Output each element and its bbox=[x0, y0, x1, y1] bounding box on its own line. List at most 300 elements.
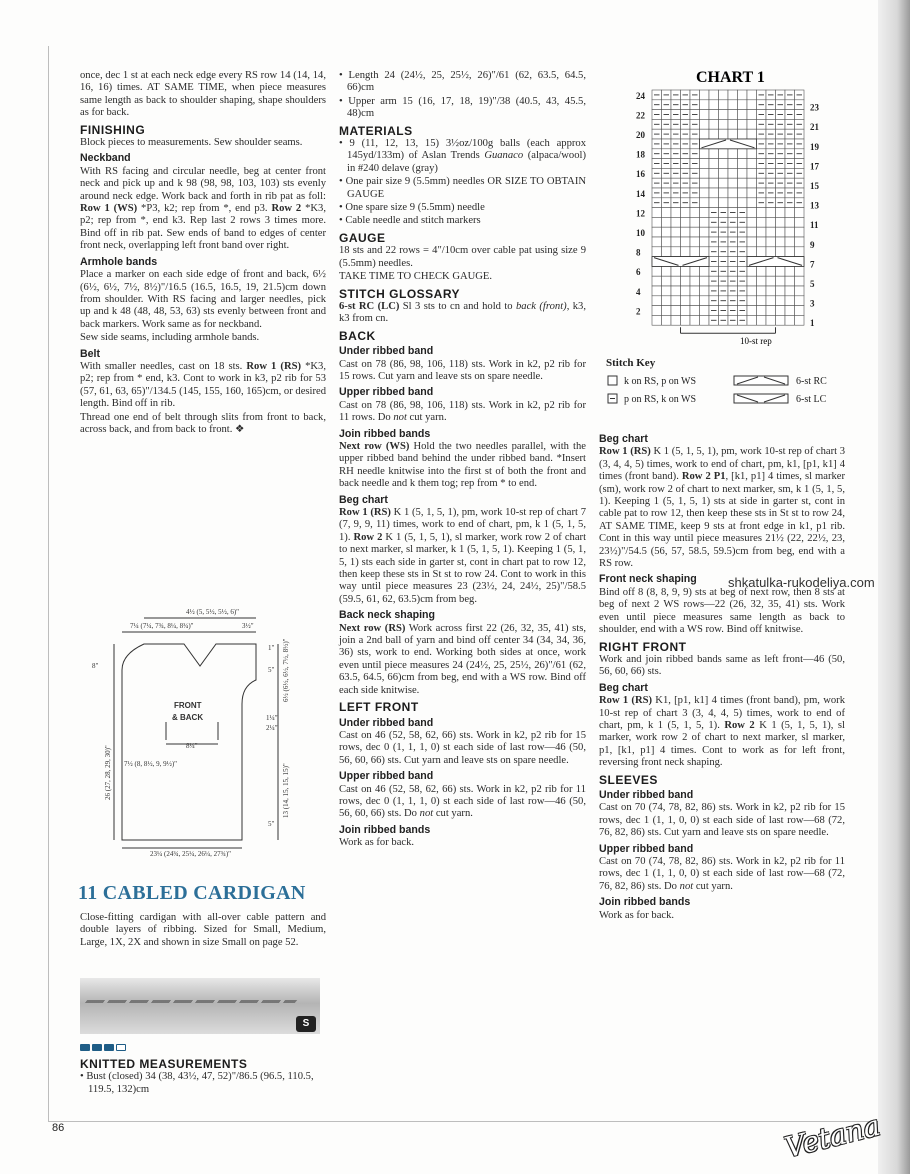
chart-cell bbox=[690, 237, 700, 247]
chart-cell bbox=[766, 286, 776, 296]
page-number: 86 bbox=[52, 1122, 65, 1134]
lf-beg-heading: Beg chart bbox=[599, 433, 648, 445]
glossary-entry bbox=[339, 301, 586, 326]
chart-cell bbox=[671, 208, 681, 218]
chart-cell bbox=[709, 188, 719, 198]
chart-cell bbox=[757, 208, 767, 218]
schematic-m-5b: 5" bbox=[268, 820, 275, 828]
chart-cell bbox=[747, 110, 757, 120]
lf-beg-row1: Row 1 (RS) bbox=[599, 446, 651, 458]
rf-beg-b: K 1 (5, 1, 5, 1), sl marker, work row 2 of chart to next marker, sl marker, p1, [k1, p1] 4 times. Cont to work as for left front, reversing front neck shaping. bbox=[599, 719, 846, 769]
chart-cell bbox=[738, 178, 748, 188]
material-needles: • One pair size 9 (5.5mm) needles OR SIZE TO OBTAIN GAUGE bbox=[339, 176, 586, 200]
garment-schematic bbox=[82, 604, 322, 860]
chart-cell bbox=[738, 188, 748, 198]
chart-cell bbox=[671, 286, 681, 296]
chart-cell bbox=[747, 306, 757, 316]
chart-cell bbox=[747, 198, 757, 208]
chart-cell bbox=[719, 159, 729, 169]
skill-bar bbox=[116, 1044, 126, 1051]
page-gutter-shadow bbox=[878, 0, 910, 1174]
chart-cell bbox=[738, 110, 748, 120]
schematic-m-1: 1" bbox=[268, 644, 275, 652]
chart-cell bbox=[662, 217, 672, 227]
schematic-m-1q: 1¼" bbox=[266, 714, 278, 722]
chart-cell bbox=[738, 168, 748, 178]
sl-join-text: Work as for back. bbox=[599, 909, 675, 921]
back-join-body: Hold the two needles parallel, with the upper ribbed band behind the under ribbed band. *Insert RH needle knitwise into the first st of both the front and back needle and k them tog; rep from * to end. bbox=[339, 440, 586, 490]
chart-cell bbox=[785, 286, 795, 296]
schematic-neck-measure: 3½" bbox=[242, 622, 254, 630]
chart-cell bbox=[747, 208, 757, 218]
key-purl-label: p on RS, k on WS bbox=[624, 394, 697, 405]
rf-beg-row2: Row 2 bbox=[724, 719, 755, 731]
chart-cell bbox=[700, 217, 710, 227]
chart-cell bbox=[776, 237, 786, 247]
chart-cell bbox=[719, 119, 729, 129]
chart-cell bbox=[757, 266, 767, 276]
chart-cell bbox=[757, 217, 767, 227]
schematic-m-8q: 8¼" bbox=[186, 742, 198, 750]
chart-cell bbox=[662, 306, 672, 316]
cable-cross bbox=[652, 257, 709, 267]
chart-cell bbox=[700, 90, 710, 100]
lf-upper-text-a: Cast on 46 (52, 58, 62, 66) sts. Work in k2, p2 rib for 11 rows, dec 0 (1, 1, 1, 0) st each side of last row—46 (50, 56, 60, 66) sts. Do bbox=[339, 783, 586, 820]
sl-upper-text bbox=[599, 856, 845, 893]
chart-cell bbox=[709, 198, 719, 208]
finishing-text: Block pieces to measurements. Sew shoulder seams. bbox=[80, 137, 303, 149]
chart-cell bbox=[681, 315, 691, 325]
lf-upper-not: not bbox=[419, 808, 434, 820]
chart-cell bbox=[747, 296, 757, 306]
chart-cell bbox=[719, 100, 729, 110]
chart-cell bbox=[690, 247, 700, 257]
chart-row-label-left: 22 bbox=[636, 110, 645, 121]
chart-cell bbox=[795, 227, 805, 237]
chart-row-label-right: 5 bbox=[810, 279, 815, 289]
chart-cell bbox=[700, 237, 710, 247]
project-intro: Close-fitting cardigan with all-over cable pattern and double layers of ribbing. Sized for Small, Medium, Large, 1X, 2X and shown in size Small on page 52. bbox=[80, 912, 326, 948]
chart-cell bbox=[738, 159, 748, 169]
chart-cell bbox=[719, 110, 729, 120]
chart-cell bbox=[766, 306, 776, 316]
chart-cell bbox=[700, 188, 710, 198]
schematic-bottom-measure: 23¼ (24¾, 25¼, 26¼, 27¾)" bbox=[150, 850, 232, 858]
chart-cell bbox=[662, 286, 672, 296]
right-front-text: Work and join ribbed bands same as left front—46 (50, 56, 60, 66) sts. bbox=[599, 653, 845, 678]
chart-cell bbox=[738, 129, 748, 139]
chart-cell bbox=[795, 315, 805, 325]
glossary-text-a: Sl 3 sts to cn and hold to bbox=[399, 300, 516, 312]
chart-cell bbox=[681, 208, 691, 218]
sl-under-text: Cast on 70 (74, 78, 82, 86) sts. Work in k2, p2 rib for 15 rows, dec 1 (1, 1, 0, 0) st each side of last row—68 (72, 76, 82, 86) sts. Cut yarn and leave sts on spare needle. bbox=[599, 802, 845, 839]
chart-cell bbox=[776, 247, 786, 257]
material-yarn-brand: Guanaco bbox=[484, 150, 524, 162]
knitted-measurements bbox=[80, 1058, 326, 1096]
chart-cell bbox=[728, 110, 738, 120]
back-neck-heading: Back neck shaping bbox=[339, 609, 435, 622]
left-front-heading: LEFT FRONT bbox=[339, 700, 419, 715]
chart-row-label-left: 8 bbox=[636, 247, 641, 258]
chart-cell bbox=[776, 217, 786, 227]
glossary-term: 6-st RC (LC) bbox=[339, 300, 400, 312]
belt-heading: Belt bbox=[80, 347, 101, 360]
lf-beg-text bbox=[599, 446, 845, 570]
key-rc-label: 6-st RC bbox=[796, 376, 827, 387]
chart-cell bbox=[681, 217, 691, 227]
chart-cell bbox=[747, 188, 757, 198]
lf-beg-a: K 1 (5, 1, 5, 1), pm, work 10-st rep of chart 3 (3, 4, 4, 5) times, work to end of chart, pm, k1, [p1, k1] 4 times (front band). bbox=[599, 446, 845, 483]
back-join-label: Next row (WS) bbox=[339, 440, 410, 452]
chart-cell bbox=[728, 100, 738, 110]
chart-cell bbox=[795, 247, 805, 257]
sl-upper-text-a: Cast on 70 (74, 78, 82, 86) sts. Work in k2, p2 rib for 11 rows, dec 1 (1, 1, 0, 0) st each side of last row—68 (72, 76, 82, 86) sts. Do bbox=[599, 856, 845, 892]
chart-cell bbox=[795, 296, 805, 306]
chart-cell bbox=[766, 276, 776, 286]
chart-cell bbox=[700, 306, 710, 316]
chart-cell bbox=[662, 247, 672, 257]
chart-cell bbox=[785, 208, 795, 218]
chart-cell bbox=[795, 306, 805, 316]
chart-cell bbox=[738, 198, 748, 208]
km-heading: KNITTED MEASUREMENTS bbox=[80, 1057, 248, 1071]
chart-cell bbox=[700, 178, 710, 188]
chart-cell bbox=[719, 149, 729, 159]
chart-cell bbox=[671, 266, 681, 276]
lf-under-heading: Under ribbed band bbox=[339, 716, 434, 729]
project-photo-strip bbox=[80, 978, 320, 1034]
chart-cell bbox=[719, 129, 729, 139]
back-upper-not: not bbox=[393, 412, 407, 424]
chart-cell bbox=[776, 208, 786, 218]
stitch-key-heading: Stitch Key bbox=[606, 357, 656, 369]
chart-cell bbox=[795, 208, 805, 218]
chart-cell bbox=[776, 227, 786, 237]
chart-cell bbox=[757, 296, 767, 306]
chart-cell bbox=[700, 159, 710, 169]
chart-cell bbox=[776, 306, 786, 316]
chart-cell bbox=[747, 247, 757, 257]
front-neck-text: Bind off 8 (8, 8, 9, 9) sts at beg of next row, then 8 sts at beg of next 2 WS rows—22 (26, 32, 35, 41) sts. Work even until piece measures same length as back to shoulder, end with a WS row. Bind off knitwise. bbox=[599, 586, 845, 636]
neckband-text-a: With RS facing and circular needle, beg at center front neck and pick up and k 98 (98, 98, 103, 103) sts evenly around neck edge. Work back and forth in rib pat as foll: bbox=[80, 165, 326, 202]
back-beg-row2: Row 2 bbox=[353, 531, 383, 543]
chart-cell bbox=[662, 227, 672, 237]
project-title: 11 CABLED CARDIGAN bbox=[78, 882, 306, 904]
finishing-heading: FINISHING bbox=[80, 122, 146, 137]
chart-cell bbox=[757, 286, 767, 296]
chart-cell bbox=[747, 100, 757, 110]
chart-cell bbox=[766, 315, 776, 325]
chart-cell bbox=[747, 286, 757, 296]
chart-cell bbox=[700, 286, 710, 296]
chart-cell bbox=[785, 315, 795, 325]
chart-row-label-left: 2 bbox=[636, 306, 641, 317]
right-front-heading: RIGHT FRONT bbox=[599, 639, 687, 654]
chart-cell bbox=[700, 119, 710, 129]
chart-cell bbox=[776, 286, 786, 296]
chart-cell bbox=[690, 315, 700, 325]
chart-cell bbox=[719, 198, 729, 208]
chart-cell bbox=[690, 227, 700, 237]
chart-cell bbox=[766, 227, 776, 237]
chart-cell bbox=[795, 276, 805, 286]
chart-cell bbox=[776, 266, 786, 276]
material-cable-needle: • Cable needle and stitch markers bbox=[339, 215, 481, 227]
sl-under-heading: Under ribbed band bbox=[599, 788, 694, 801]
chart-cell bbox=[700, 168, 710, 178]
chart-cell bbox=[700, 266, 710, 276]
sl-join-heading: Join ribbed bands bbox=[599, 896, 691, 909]
chart-cell bbox=[757, 227, 767, 237]
gauge-text: 18 sts and 22 rows = 4"/10cm over cable pat using size 9 (5.5mm) needles. bbox=[339, 245, 586, 269]
chart-row-label-left: 4 bbox=[636, 286, 641, 297]
chart-row-label-left: 20 bbox=[636, 130, 645, 140]
chart-row-label-left: 6 bbox=[636, 267, 641, 278]
chart-row-label-right: 15 bbox=[810, 181, 819, 191]
schematic-label-back: & BACK bbox=[172, 713, 204, 722]
chart-cell bbox=[728, 188, 738, 198]
chart-cell bbox=[747, 217, 757, 227]
column-3 bbox=[599, 430, 845, 923]
cable-chart bbox=[600, 64, 840, 348]
belt-text-a: With smaller needles, cast on 18 sts. bbox=[80, 360, 247, 372]
chart-cell bbox=[652, 217, 662, 227]
cable-cross bbox=[700, 139, 757, 149]
lf-upper-text bbox=[339, 784, 586, 821]
chart-row-label-left: 10 bbox=[636, 228, 645, 238]
lf-beg-b: , [k1, p1] 4 times, sl marker (sm), work row 2 of chart to next marker, sm, k 1 (5, 1, 5, 1). Keeping 1 (5, 1, 5, 1) sts at side in garter st, cont in cable pat to row 12, then keep these sts in St st to row 24, AT SAME TIME, keep 9 sts at front edge in k1, p1 rib. Cont in this way until piece measures 21½ (22, 22½, 23, 23½)"/54.5 (56, 57, 58.5, 59.5)cm from beg, end with a RS row. bbox=[599, 471, 846, 570]
chart-cell bbox=[785, 266, 795, 276]
back-beg-a: K 1 (5, 1, 5, 1), pm, work 10-st rep of chart 7 (7, 9, 9, 11) times, work to end of chart, pm, k 1 (5, 1, 5, 1). bbox=[339, 507, 586, 543]
chart-cell bbox=[747, 227, 757, 237]
glossary-italic: back (front) bbox=[516, 300, 567, 312]
signature-watermark: Vetana bbox=[781, 1108, 884, 1165]
skill-bar bbox=[104, 1044, 114, 1051]
chart-cell bbox=[757, 237, 767, 247]
chart-cell bbox=[671, 227, 681, 237]
lf-beg-row2: Row 2 P1 bbox=[681, 471, 726, 483]
chart-cell bbox=[785, 227, 795, 237]
chart-cell bbox=[671, 306, 681, 316]
chart-cell bbox=[652, 247, 662, 257]
chart-cell bbox=[709, 100, 719, 110]
rf-beg-row1: Row 1 (RS) bbox=[599, 695, 653, 707]
measure-upper-arm: • Upper arm 15 (16, 17, 18, 19)"/38 (40.5, 43, 45.5, 48)cm bbox=[339, 95, 586, 120]
chart-cell bbox=[681, 247, 691, 257]
stitch-key bbox=[606, 354, 846, 414]
chart-row-label-left: 12 bbox=[636, 208, 645, 219]
chart-row-label-left: 16 bbox=[636, 169, 645, 180]
chart-cell bbox=[652, 276, 662, 286]
belt-text-b: *K3, p2; rep from * end, k3. Cont to work in k3, p2 rib for 53 (57, 61, 63, 65)"/134.5 (145, 155, 160, 165)cm, or desired length. Bind off in rib. bbox=[80, 360, 326, 410]
armhole-heading: Armhole bands bbox=[80, 255, 158, 268]
chart-cell bbox=[766, 237, 776, 247]
chart-cell bbox=[709, 119, 719, 129]
stitch-key-symbols bbox=[606, 370, 846, 410]
chart-cell bbox=[652, 296, 662, 306]
size-badge: S bbox=[296, 1016, 316, 1032]
chart-cell bbox=[728, 168, 738, 178]
chart-row-label-right: 17 bbox=[810, 161, 819, 172]
schematic-shoulder-measure: 7¼ (7¼, 7¾, 8¼, 8¾)" bbox=[130, 622, 194, 630]
chart-cell bbox=[671, 296, 681, 306]
glossary-heading: STITCH GLOSSARY bbox=[339, 286, 461, 301]
chart-row-label-right: 21 bbox=[810, 122, 819, 133]
chart-cell bbox=[776, 296, 786, 306]
chart-cell bbox=[747, 237, 757, 247]
schematic-m-5a: 5" bbox=[268, 666, 275, 674]
neckband-row1-label: Row 1 (WS) bbox=[80, 203, 138, 215]
chart-cell bbox=[709, 129, 719, 139]
neckband-text-c: *K3, p2; rep from *, end k3. Rep last 2 rows 3 times more. Bind off in rib pat. Sew ends of band to edges of center front neck, overlapping left front band over right. bbox=[80, 203, 327, 252]
chart-cell bbox=[728, 178, 738, 188]
back-upper-text-b: cut yarn. bbox=[406, 412, 447, 424]
lf-under-text: Cast on 46 (52, 58, 62, 66) sts. Work in k2, p2 rib for 15 rows, dec 0 (1, 1, 1, 0) st each side of last row—46 (50, 56, 60, 66) sts. Cut yarn and leave sts on spare needle. bbox=[339, 729, 586, 766]
chart-cell bbox=[681, 296, 691, 306]
chart-cell bbox=[728, 119, 738, 129]
chart-cell bbox=[652, 315, 662, 325]
materials-heading: MATERIALS bbox=[339, 123, 413, 138]
rc-cable-icon bbox=[734, 376, 788, 385]
column-1 bbox=[80, 70, 326, 437]
neckband-heading: Neckband bbox=[80, 152, 131, 165]
chart-cell bbox=[747, 119, 757, 129]
column-2 bbox=[339, 70, 586, 851]
rf-beg-a: K1, [p1, k1] 4 times (front band), pm, work 10-st rep of chart 3 (3, 4, 4, 5) times, work to end of chart, pm, k 1 (5, 1, 5, 1). bbox=[599, 695, 845, 731]
chart-cell bbox=[747, 315, 757, 325]
chart-cell bbox=[728, 198, 738, 208]
chart-cell bbox=[652, 227, 662, 237]
schematic-label-front: FRONT bbox=[174, 701, 202, 710]
sl-upper-text-b: cut yarn. bbox=[693, 880, 733, 892]
chart-cell bbox=[700, 198, 710, 208]
chart-cell bbox=[700, 315, 710, 325]
chart-cell bbox=[690, 208, 700, 218]
chart-row-label-right: 1 bbox=[810, 318, 815, 329]
chart-cell bbox=[757, 306, 767, 316]
back-upper-heading: Upper ribbed band bbox=[339, 386, 434, 399]
chart-cell bbox=[747, 178, 757, 188]
back-neck-text bbox=[339, 623, 586, 697]
chart-cell bbox=[652, 286, 662, 296]
chart-cell bbox=[776, 276, 786, 286]
chart-row-label-right: 7 bbox=[810, 259, 815, 270]
schematic-armhole-measure: 6½ (6½, 6½, 7½, 8½)" bbox=[282, 638, 290, 702]
chart-cell bbox=[738, 149, 748, 159]
chart-cell bbox=[690, 306, 700, 316]
chart-cell bbox=[652, 208, 662, 218]
chart-cell bbox=[795, 286, 805, 296]
material-yarn-b: (alpaca/wool) in #240 delave (gray) bbox=[347, 150, 586, 174]
chart-cell bbox=[728, 159, 738, 169]
back-beg-b: K 1 (5, 1, 5, 1), sl marker, work row 2 of chart to next marker, sl marker, k 1 (5, 1, 5, 1). Keeping 1 (5, 1, 5, 1) sts each side in garter st, cont in chart pat to row 12, then keep these sts in St st to row 24. Cont to work in this way until piece measures 23 (23½, 24, 24½, 25)"/58.5 (59.5, 61, 62, 63.5)cm from beg. bbox=[339, 531, 587, 605]
gauge-heading: GAUGE bbox=[339, 230, 386, 245]
chart-cell bbox=[700, 110, 710, 120]
chart-cell bbox=[700, 227, 710, 237]
rf-beg-heading: Beg chart bbox=[599, 681, 648, 694]
chart-cell bbox=[681, 306, 691, 316]
chart-cell bbox=[747, 159, 757, 169]
chart-cell bbox=[709, 168, 719, 178]
chart-cell bbox=[690, 296, 700, 306]
chart-cell bbox=[681, 227, 691, 237]
chart-rep-label: 10-st rep bbox=[740, 336, 772, 346]
chart-cell bbox=[747, 90, 757, 100]
chart-cell bbox=[757, 247, 767, 257]
chart-cell bbox=[709, 178, 719, 188]
chart-cell bbox=[795, 217, 805, 227]
chart-cell bbox=[747, 168, 757, 178]
chart-cell bbox=[681, 237, 691, 247]
chart-cell bbox=[709, 110, 719, 120]
chart-cell bbox=[681, 266, 691, 276]
chart-cell bbox=[766, 296, 776, 306]
key-lc-label: 6-st LC bbox=[796, 394, 827, 405]
sl-upper-heading: Upper ribbed band bbox=[599, 842, 694, 855]
chart-cell bbox=[785, 237, 795, 247]
key-knit-label: k on RS, p on WS bbox=[624, 376, 697, 387]
chart-cell bbox=[652, 237, 662, 247]
cable-cross bbox=[747, 257, 804, 267]
chart-cell bbox=[709, 149, 719, 159]
chart-cell bbox=[662, 266, 672, 276]
back-under-heading: Under ribbed band bbox=[339, 345, 434, 358]
chart-cell bbox=[766, 247, 776, 257]
back-upper-text bbox=[339, 400, 586, 425]
chart-row-label-right: 9 bbox=[810, 239, 815, 250]
rf-beg-text bbox=[599, 695, 845, 769]
chart-cell bbox=[700, 276, 710, 286]
chart-cell bbox=[785, 217, 795, 227]
chart-cell bbox=[662, 237, 672, 247]
schematic-side-measure: 13 (14, 15, 15, 15)" bbox=[282, 763, 290, 818]
back-beg-text bbox=[339, 507, 586, 606]
lf-join-text: Work as for back. bbox=[339, 837, 415, 849]
chart-cell bbox=[690, 266, 700, 276]
lf-upper-heading: Upper ribbed band bbox=[339, 770, 434, 783]
chart-cell bbox=[700, 247, 710, 257]
chart-row-label-right: 3 bbox=[810, 298, 815, 309]
chart-title: CHART 1 bbox=[696, 69, 765, 86]
chart-cell bbox=[671, 247, 681, 257]
lf-upper-text-b: cut yarn. bbox=[433, 808, 473, 820]
neckband-text-b: *P3, k2; rep from *, end p3. bbox=[137, 203, 272, 215]
back-join-heading: Join ribbed bands bbox=[339, 427, 431, 440]
chart-cell bbox=[738, 100, 748, 110]
schematic-top-measure: 4½ (5, 5½, 5½, 6)" bbox=[186, 608, 240, 616]
chart-cell bbox=[719, 178, 729, 188]
chart-cell bbox=[709, 159, 719, 169]
chart-cell bbox=[728, 149, 738, 159]
lf-join-heading: Join ribbed bands bbox=[339, 823, 431, 836]
front-neck-heading: Front neck shaping bbox=[599, 573, 697, 586]
chart-cell bbox=[747, 149, 757, 159]
chart-cell bbox=[776, 315, 786, 325]
schematic-m-8: 8" bbox=[92, 662, 99, 670]
chart-cell bbox=[662, 315, 672, 325]
back-heading: BACK bbox=[339, 328, 376, 343]
chart-cell bbox=[690, 217, 700, 227]
chart-cell bbox=[690, 286, 700, 296]
chart-grid bbox=[652, 90, 804, 333]
chart-row-label-left: 14 bbox=[636, 188, 645, 199]
chart-cell bbox=[652, 266, 662, 276]
chart-cell bbox=[681, 286, 691, 296]
chart-cell bbox=[671, 315, 681, 325]
continuation-text: once, dec 1 st at each neck edge every RS row 14 (14, 14, 16, 16) times. AT SAME TIME, when piece measures same length as back to shoulder shaping, shape shoulders as for back. bbox=[80, 70, 326, 119]
back-under-text: Cast on 78 (86, 98, 106, 118) sts. Work in k2, p2 rib for 15 rows. Cut yarn and leave sts on spare needle. bbox=[339, 358, 586, 382]
chart-cell bbox=[738, 90, 748, 100]
